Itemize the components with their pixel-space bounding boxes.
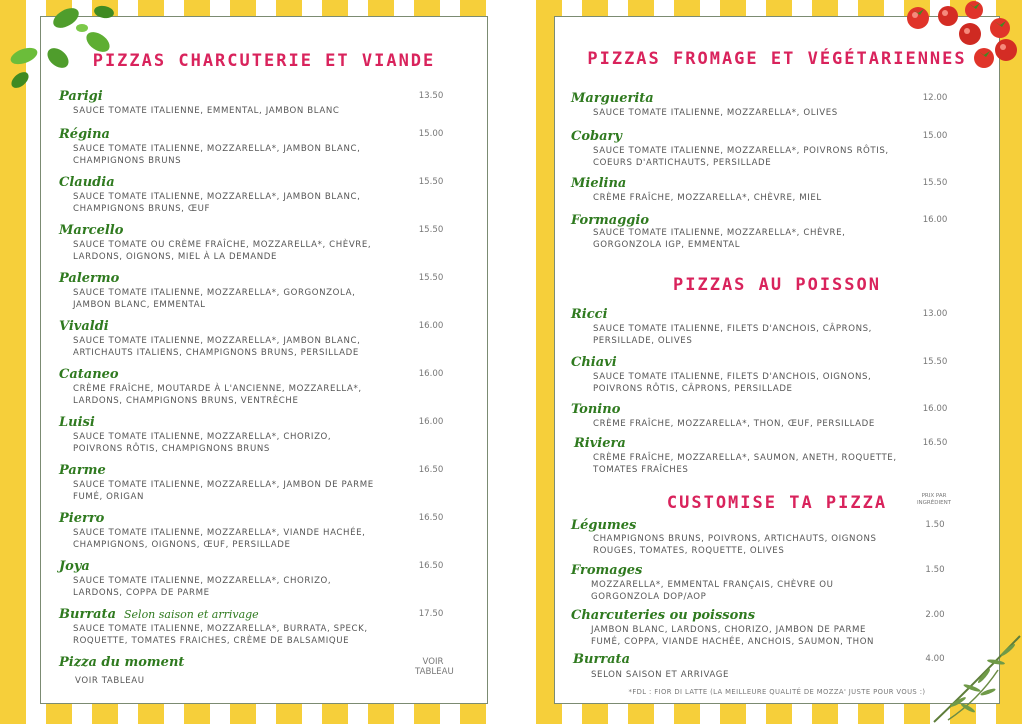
- pizza-description: SAUCE TOMATE ITALIENNE, MOZZARELLA*, JAMBON BLANC, CHAMPIGNONS BRUNS, ŒUF: [73, 192, 361, 214]
- pizza-description: SAUCE TOMATE ITALIENNE, FILETS D'ANCHOIS, OIGNONS, POIVRONS RÔTIS, CÂPRONS, PERSILLADE: [593, 372, 872, 394]
- ingredient-price: 1.50: [925, 520, 945, 530]
- pizza-name: Riviera: [574, 436, 626, 451]
- pizza-description: SAUCE TOMATE ITALIENNE, MOZZARELLA*, CHÈVRE, GORGONZOLA IGP, EMMENTAL: [593, 228, 846, 250]
- pizza-description: SAUCE TOMATE ITALIENNE, FILETS D'ANCHOIS, CÂPRONS, PERSILLADE, OLIVES: [593, 324, 873, 346]
- pizza-price: 15.50: [418, 225, 444, 235]
- pizza-name: Tonino: [571, 402, 621, 417]
- pizza-price: 13.50: [418, 91, 444, 101]
- ingredient-price: 1.50: [925, 565, 945, 575]
- ingredient-category: Légumes: [571, 518, 637, 533]
- pizza-price: 16.50: [922, 438, 948, 448]
- pizza-description: SAUCE TOMATE ITALIENNE, MOZZARELLA*, CHORIZO, POIVRONS RÔTIS, CHAMPIGNONS BRUNS: [73, 432, 332, 454]
- section-title-customise: CUSTOMISE TA PIZZA: [666, 493, 888, 513]
- basil-leaves-decoration: [0, 0, 130, 100]
- pizza-name: Joya: [59, 559, 90, 574]
- section-title-cheese: PIZZAS FROMAGE ET VÉGÉTARIENNES: [587, 49, 967, 69]
- pizza-name: Cataneo: [59, 367, 119, 382]
- pizza-price: 15.50: [922, 178, 948, 188]
- pizza-price: 16.00: [418, 369, 444, 379]
- pizza-name: Claudia: [59, 175, 115, 190]
- pizza-description: VOIR TABLEAU: [75, 676, 145, 686]
- pizza-description: SAUCE TOMATE ITALIENNE, MOZZARELLA*, VIANDE HACHÉE, CHAMPIGNONS, OIGNONS, ŒUF, PERSILLADE: [73, 528, 366, 550]
- pizza-name: Vivaldi: [59, 319, 109, 334]
- left-menu-panel: [40, 16, 488, 704]
- right-menu-page: [536, 0, 1024, 724]
- pizza-description: SAUCE TOMATE OU CRÈME FRAÎCHE, MOZZARELLA*, CHÈVRE, LARDONS, OIGNONS, MIEL À LA DEMANDE: [73, 240, 372, 262]
- pizza-price: 16.50: [418, 513, 444, 523]
- pizza-name: Formaggio: [571, 213, 650, 228]
- pizza-price: 16.00: [418, 321, 444, 331]
- pizza-availability-note: Selon saison et arrivage: [124, 608, 259, 621]
- pizza-price: 16.00: [922, 215, 948, 225]
- pizza-price: 13.00: [922, 309, 948, 319]
- ingredient-price: 2.00: [925, 610, 945, 620]
- ingredient-category: Fromages: [571, 563, 643, 578]
- pizza-description: CRÈME FRAÎCHE, MOZZARELLA*, SAUMON, ANETH, ROQUETTE, TOMATES FRAÎCHES: [593, 453, 897, 475]
- pizza-description: SAUCE TOMATE ITALIENNE, MOZZARELLA*, POIVRONS RÔTIS, COEURS D'ARTICHAUTS, PERSILLADE: [593, 146, 889, 168]
- pizza-name: Régina: [59, 127, 110, 142]
- ingredient-list: CHAMPIGNONS BRUNS, POIVRONS, ARTICHAUTS, OIGNONS ROUGES, TOMATES, ROQUETTE, OLIVES: [593, 534, 877, 556]
- rosemary-decoration: [928, 630, 1024, 724]
- pizza-price: 15.50: [922, 357, 948, 367]
- pizza-description: SAUCE TOMATE ITALIENNE, MOZZARELLA*, GORGONZOLA, JAMBON BLANC, EMMENTAL: [73, 288, 356, 310]
- pizza-description: CRÈME FRAÎCHE, MOZZARELLA*, CHÈVRE, MIEL: [593, 193, 822, 203]
- pizza-price: VOIR TABLEAU: [415, 657, 454, 677]
- pizza-price: 15.50: [418, 273, 444, 283]
- pizza-description: SAUCE TOMATE ITALIENNE, MOZZARELLA*, BURRATA, SPECK, ROQUETTE, TOMATES FRAICHES, CRÈME DE BALSAMIQUE: [73, 624, 368, 646]
- pizza-price: 15.50: [418, 177, 444, 187]
- pizza-name-text: Burrata: [59, 607, 116, 622]
- right-menu-panel: [554, 16, 1000, 704]
- pizza-name: Ricci: [571, 307, 608, 322]
- ingredient-list: JAMBON BLANC, LARDONS, CHORIZO, JAMBON DE PARME FUMÉ, COPPA, VIANDE HACHÉE, ANCHOIS, SAUMON, THON: [591, 625, 875, 647]
- ingredient-category: Burrata: [573, 652, 630, 667]
- pizza-description: SAUCE TOMATE ITALIENNE, MOZZARELLA*, OLIVES: [593, 108, 838, 118]
- mozzarella-footnote: *FDL : FIOR DI LATTE (LA MEILLEURE QUALITÉ DE MOZZA' JUSTE POUR VOUS :): [628, 688, 926, 696]
- pizza-description: CRÈME FRAÎCHE, MOZZARELLA*, THON, ŒUF, PERSILLADE: [593, 419, 875, 429]
- pizza-name: Palermo: [59, 271, 120, 286]
- ingredient-category: Charcuteries ou poissons: [571, 608, 756, 623]
- pizza-price: 16.00: [922, 404, 948, 414]
- pizza-description: SAUCE TOMATE ITALIENNE, MOZZARELLA*, JAMBON BLANC, CHAMPIGNONS BRUNS: [73, 144, 361, 166]
- pizza-description: SAUCE TOMATE ITALIENNE, EMMENTAL, JAMBON BLANC: [73, 106, 340, 116]
- pizza-name: Marguerita: [571, 91, 654, 106]
- left-menu-page: [0, 0, 492, 724]
- cherry-tomatoes-decoration: [896, 0, 1024, 80]
- pizza-name: Chiavi: [571, 355, 617, 370]
- pizza-name: Cobary: [571, 129, 622, 144]
- pizza-price: 16.50: [418, 465, 444, 475]
- section-title-fish: PIZZAS AU POISSON: [673, 275, 881, 295]
- pizza-description: SAUCE TOMATE ITALIENNE, MOZZARELLA*, CHORIZO, LARDONS, COPPA DE PARME: [73, 576, 332, 598]
- ingredient-list: SELON SAISON ET ARRIVAGE: [591, 670, 730, 680]
- pizza-name: Mielina: [571, 176, 627, 191]
- pizza-price: 17.50: [418, 609, 444, 619]
- pizza-price: 15.00: [418, 129, 444, 139]
- pizza-description: CRÈME FRAÎCHE, MOUTARDE À L'ANCIENNE, MOZZARELLA*, LARDONS, CHAMPIGNONS BRUNS, VENTRÈCHE: [73, 384, 362, 406]
- pizza-name: Pizza du moment: [59, 655, 185, 670]
- pizza-price: 15.00: [922, 131, 948, 141]
- pizza-price: 16.00: [418, 417, 444, 427]
- pizza-name: [59, 607, 259, 622]
- section-title-charcuterie: PIZZAS CHARCUTERIE ET VIANDE: [92, 51, 436, 71]
- pizza-name: Luisi: [59, 415, 95, 430]
- pizza-description: SAUCE TOMATE ITALIENNE, MOZZARELLA*, JAMBON DE PARME FUMÉ, ORIGAN: [73, 480, 374, 502]
- pizza-name: Marcello: [59, 223, 124, 238]
- ingredient-price: 4.00: [925, 654, 945, 664]
- pizza-name: Parigi: [59, 89, 103, 104]
- pizza-name: Parme: [59, 463, 106, 478]
- pizza-name: Pierro: [59, 511, 105, 526]
- pizza-description: SAUCE TOMATE ITALIENNE, MOZZARELLA*, JAMBON BLANC, ARTICHAUTS ITALIENS, CHAMPIGNONS BRUNS, PERSILLADE: [73, 336, 361, 358]
- ingredient-list: MOZZARELLA*, EMMENTAL FRANÇAIS, CHÈVRE OU GORGONZOLA DOP/AOP: [591, 580, 834, 602]
- pizza-price: 12.00: [922, 93, 948, 103]
- pizza-price: 16.50: [418, 561, 444, 571]
- price-per-ingredient-note: PRIX PAR INGRÉDIENT: [916, 493, 952, 506]
